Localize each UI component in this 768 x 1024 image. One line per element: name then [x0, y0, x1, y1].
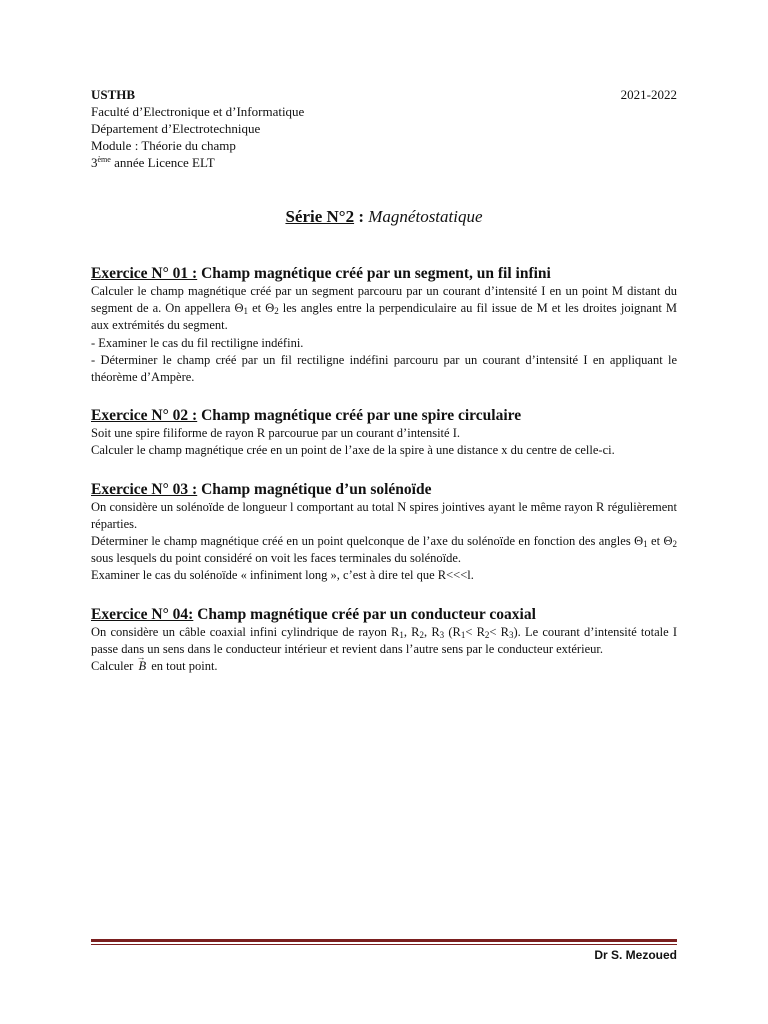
- university-name: USTHB: [91, 87, 136, 102]
- document-header: [91, 86, 677, 171]
- document-page: [91, 86, 677, 675]
- exercise-1: [91, 264, 677, 386]
- series-label: Série N°2: [285, 207, 355, 226]
- exercise-title: Exercice N° 03 : Champ magnétique d’un solénoïde: [91, 480, 432, 498]
- module-name: Module : Théorie du champ: [91, 138, 236, 153]
- exercise-paragraph: - Examiner le cas du fil rectiligne indéfini.: [91, 335, 304, 350]
- exercise-paragraph: Calculer le champ magnétique créé par un segment parcouru par un courant d’intensité I en un point M distant du segment de a. On appellera $\Theta_1$ et $\Theta_2$ les angles entre la perpendiculaire au fil issue de M et les droites joignant M aux extrémités du segment.: [91, 284, 677, 333]
- exercise-title: Exercice N° 02 : Champ magnétique créé par une spire circulaire: [91, 407, 522, 425]
- exercise-4: [91, 605, 677, 676]
- series-subtitle: Magnétostatique: [368, 207, 483, 226]
- faculty-name: Faculté d’Electronique et d’Informatique: [91, 104, 305, 119]
- exercise-paragraph: Soit une spire filiforme de rayon R parcourue par un courant d’intensité I.: [91, 426, 460, 441]
- exercise-title: Exercice N° 04: Champ magnétique créé par un conducteur coaxial: [91, 605, 536, 623]
- exercise-paragraph: Examiner le cas du solénoïde « infiniment long », c’est à dire tel que R<<<l.: [91, 568, 474, 583]
- exercise-paragraph: On considère un câble coaxial infini cylindrique de rayon $R_1$, $R_2$, $R_3$ $(R_1< R_2< R_3)$. Le courant d’intensité totale I passe dans un sens dans le conducteur intérieur et revient dans l’autre sens par le conducteur extérieur.: [91, 624, 678, 656]
- exercise-3: [91, 480, 677, 585]
- study-level: 3ème année Licence ELT: [91, 155, 215, 170]
- exercise-paragraph: - Déterminer le champ créé par un fil rectiligne indéfini parcouru par un courant d’intensité I en appliquant le théorème d’Ampère.: [91, 352, 677, 385]
- exercise-paragraph: Déterminer le champ magnétique créé en un point quelconque de l’axe du solénoïde en fonction des angles $\Theta_1$ et $\Theta_2$ sous lesquels du point considéré on voit les faces terminales du solénoïde.: [91, 534, 677, 566]
- exercise-title: Exercice N° 01 : Champ magnétique créé par un segment, un fil infini: [91, 265, 551, 282]
- academic-year: 2021-2022: [620, 87, 677, 102]
- department-name: Département d’Electrotechnique: [91, 121, 261, 136]
- footer-rule-thin: [91, 944, 677, 945]
- exercise-paragraph: On considère un solénoïde de longueur l comportant au total N spires jointives ayant le même rayon R régulièrement réparties.: [91, 499, 677, 531]
- exercise-paragraph: Calculer → B en tout point.: [91, 658, 677, 675]
- exercise-2: [91, 406, 677, 459]
- series-title: Série N°2 : Magnétostatique: [285, 207, 483, 226]
- exercise-paragraph: Calculer le champ magnétique crée en un point de l’axe de la spire à une distance x du centre de celle-ci.: [91, 443, 615, 458]
- footer-rule: [91, 939, 677, 942]
- vector-b-symbol: → B: [136, 658, 148, 675]
- footer-author: Dr S. Mezoued: [594, 948, 677, 962]
